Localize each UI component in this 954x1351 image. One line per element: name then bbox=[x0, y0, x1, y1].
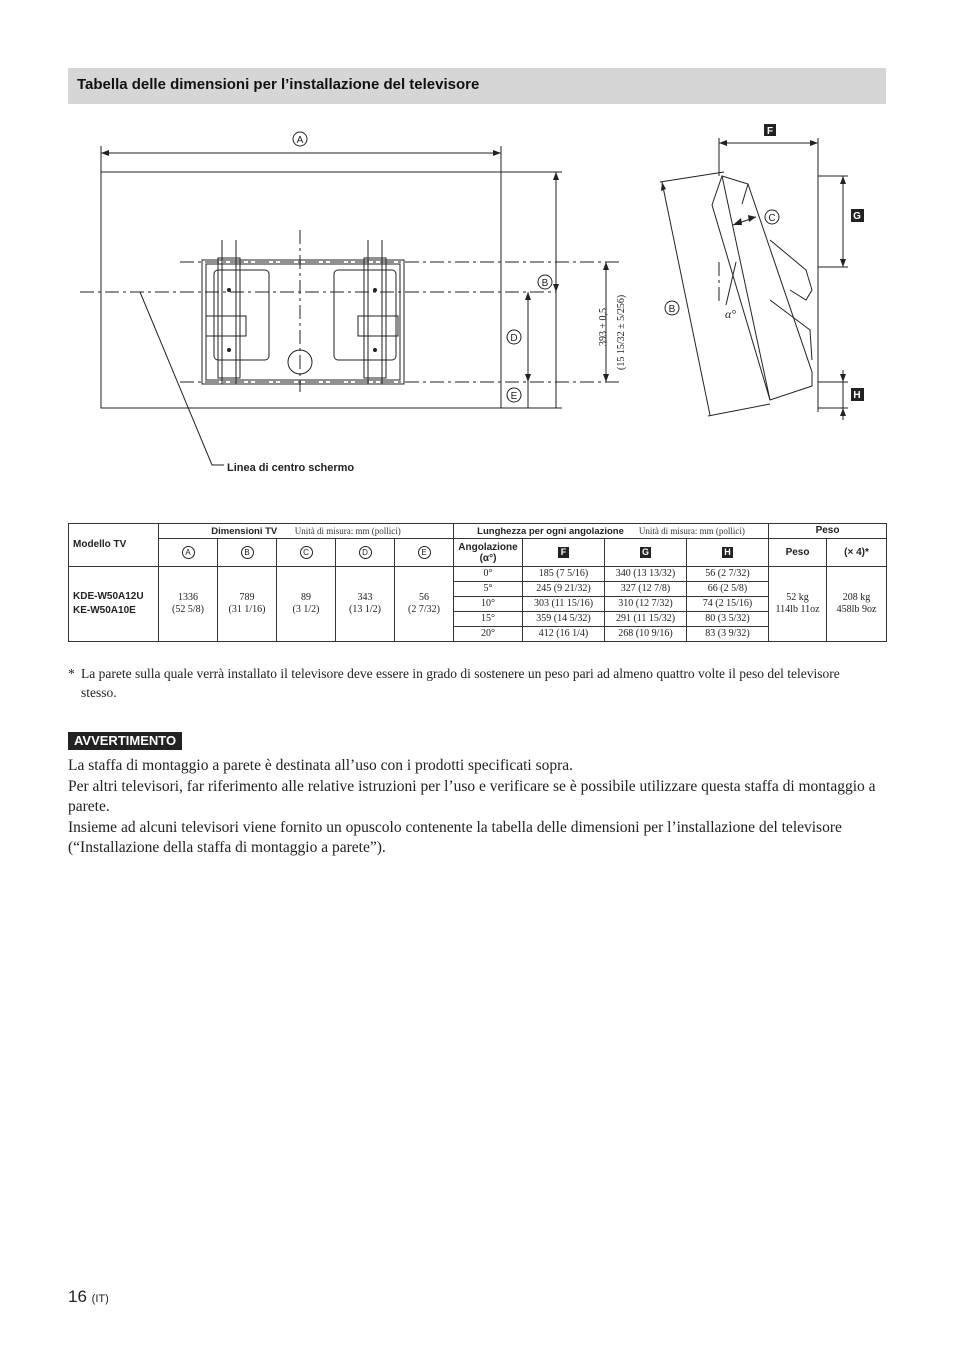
weight-kg: 52 kg bbox=[786, 592, 809, 603]
label-b-side: B bbox=[668, 304, 676, 315]
dim-b-side-line bbox=[662, 182, 710, 415]
label-a: A bbox=[296, 135, 304, 146]
label-c: C bbox=[768, 213, 776, 224]
dim-d-mm: 343 bbox=[357, 592, 373, 603]
angle-cell: 0° bbox=[454, 567, 523, 582]
h-cell: 74 (2 15/16) bbox=[687, 597, 769, 612]
dim-393-text: 393 ± 0,5 bbox=[598, 308, 609, 346]
weight-header: Peso bbox=[769, 524, 887, 539]
dimensions-table bbox=[68, 523, 887, 642]
dim-b-mm: 789 bbox=[239, 592, 255, 603]
weight-x4-header: (× 4)* bbox=[827, 539, 887, 567]
section-title-bar bbox=[68, 68, 886, 104]
tv-front-outline bbox=[101, 172, 501, 408]
weight4-lb: 458lb 9oz bbox=[836, 604, 877, 615]
label-d: D bbox=[510, 333, 518, 344]
warning-paragraph-3: Insieme ad alcuni televisori viene fornito un opuscolo contenente la tabella delle dimensioni per l’installazione del televisore (“Installazione della staffa di montaggio a parete”). bbox=[68, 818, 842, 856]
angle-header: Angolazione bbox=[458, 541, 518, 553]
angle-cell: 5° bbox=[454, 582, 523, 597]
f-cell: 185 (7 5/16) bbox=[523, 567, 605, 582]
page-language: (IT) bbox=[91, 1293, 109, 1305]
warning-text bbox=[68, 756, 886, 859]
f-cell: 359 (14 5/32) bbox=[523, 612, 605, 627]
dim-b-in: (31 1/16) bbox=[228, 604, 266, 615]
page-number-value: 16 bbox=[68, 1287, 87, 1306]
f-cell: 303 (11 15/16) bbox=[523, 597, 605, 612]
label-f: F bbox=[766, 126, 774, 137]
footnote-star: * bbox=[68, 666, 75, 681]
warning-label: AVVERTIMENTO bbox=[68, 732, 182, 750]
dim-a-mm: 1336 bbox=[178, 592, 198, 603]
col-c-label: C bbox=[300, 546, 313, 559]
length-header: Lunghezza per ogni angolazione bbox=[477, 525, 624, 537]
angle-cell: 10° bbox=[454, 597, 523, 612]
col-b-label: B bbox=[241, 546, 254, 559]
angle-unit: (α°) bbox=[479, 552, 497, 564]
col-e-label: E bbox=[418, 546, 431, 559]
dim-a-in: (52 5/8) bbox=[172, 604, 204, 615]
h-cell: 83 (3 9/32) bbox=[687, 627, 769, 642]
weight4-kg: 208 kg bbox=[842, 592, 871, 603]
col-d-label: D bbox=[359, 546, 372, 559]
tv-side-outline bbox=[722, 176, 812, 400]
col-h-label: H bbox=[722, 547, 733, 558]
footnote bbox=[68, 664, 868, 702]
section-title: Tabella delle dimensioni per l’installazione del televisore bbox=[77, 76, 480, 93]
dim-d-in: (13 1/2) bbox=[349, 604, 381, 615]
alpha-label: α° bbox=[725, 307, 737, 321]
table-row bbox=[69, 567, 887, 582]
g-cell: 327 (12 7/8) bbox=[605, 582, 687, 597]
footnote-text: La parete sulla quale verrà installato il televisore deve essere in grado di sostenere un peso pari ad almeno quattro volte il peso del televisore stesso. bbox=[81, 666, 840, 700]
warning-paragraph-2: Per altri televisori, far riferimento alle relative istruzioni per l’uso e verificare se è possibile utilizzare questa staffa di montaggio a parete. bbox=[68, 777, 876, 815]
model-header: Modello TV bbox=[69, 524, 159, 567]
installation-diagram bbox=[0, 110, 954, 480]
col-g-label: G bbox=[641, 546, 649, 557]
dim-393-inch-text: (15 15/32 ± 5/256) bbox=[616, 294, 627, 370]
label-g: G bbox=[853, 211, 861, 222]
col-a-label: A bbox=[182, 546, 195, 559]
angle-cell: 20° bbox=[454, 627, 523, 642]
g-cell: 340 (13 13/32) bbox=[605, 567, 687, 582]
page-number bbox=[68, 1287, 109, 1307]
warning-paragraph-1: La staffa di montaggio a parete è destinata all’uso con i prodotti specificati sopra. bbox=[68, 757, 574, 774]
dim-e-in: (2 7/32) bbox=[408, 604, 440, 615]
h-cell: 80 (3 5/32) bbox=[687, 612, 769, 627]
wall-bracket-plate bbox=[202, 260, 404, 384]
dim-c-in: (3 1/2) bbox=[292, 604, 320, 615]
g-cell: 268 (10 9/16) bbox=[605, 627, 687, 642]
h-cell: 56 (2 7/32) bbox=[687, 567, 769, 582]
angle-cell: 15° bbox=[454, 612, 523, 627]
model-2: KE-W50A10E bbox=[73, 605, 136, 616]
label-b-front: B bbox=[541, 278, 549, 289]
weight-sub-header: Peso bbox=[769, 539, 827, 567]
model-1: KDE-W50A12U bbox=[73, 591, 144, 602]
label-h: H bbox=[853, 390, 861, 401]
f-cell: 245 (9 21/32) bbox=[523, 582, 605, 597]
dim-c-mm: 89 bbox=[301, 592, 311, 603]
weight-lb: 114lb 11oz bbox=[775, 604, 820, 615]
center-line-label: Linea di centro schermo bbox=[227, 462, 355, 474]
length-units: Unità di misura: mm (pollici) bbox=[638, 525, 745, 536]
g-cell: 310 (12 7/32) bbox=[605, 597, 687, 612]
dims-header: Dimensioni TV bbox=[211, 525, 278, 537]
dims-units: Unità di misura: mm (pollici) bbox=[294, 525, 401, 536]
col-f-label: F bbox=[558, 547, 569, 558]
dim-e-mm: 56 bbox=[419, 592, 429, 603]
g-cell: 291 (11 15/32) bbox=[605, 612, 687, 627]
f-cell: 412 (16 1/4) bbox=[523, 627, 605, 642]
label-e: E bbox=[510, 391, 518, 402]
h-cell: 66 (2 5/8) bbox=[687, 582, 769, 597]
